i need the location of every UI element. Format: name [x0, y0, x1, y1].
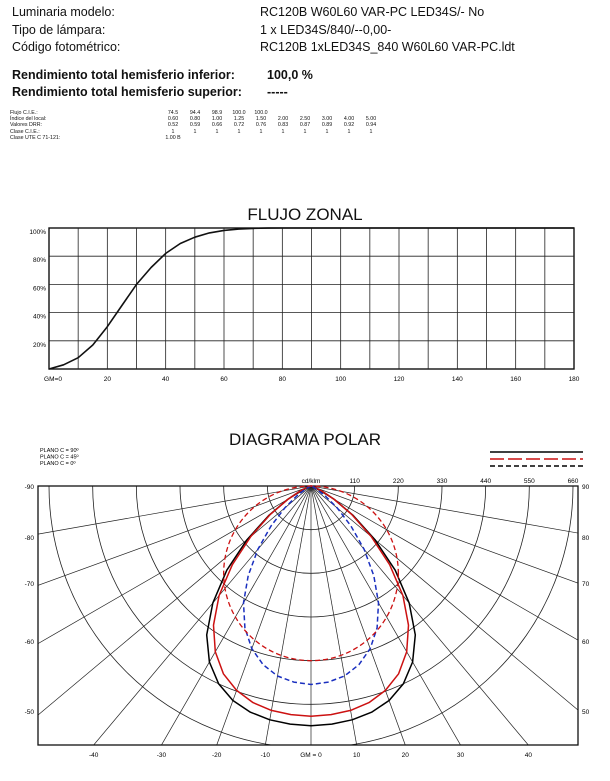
polar-radial-line	[238, 486, 311, 781]
rendimiento-label: Rendimiento total hemisferio superior:	[12, 85, 242, 99]
info-label: Tipo de lámpara:	[12, 23, 106, 37]
polar-angle-label-right: 60	[582, 639, 590, 646]
rendimiento-value: 100,0 %	[267, 68, 313, 82]
diagrama-polar-chart	[0, 440, 610, 781]
photometric-cell: 100.0	[254, 110, 268, 116]
polar-plot-frame	[38, 486, 578, 745]
polar-bottom-angle-label: 30	[456, 752, 465, 759]
photometric-row-label: Índice del local:	[10, 116, 47, 123]
photometric-cell: 0.59	[189, 122, 201, 129]
info-value: 1 x LED34S/840/--0,00-	[260, 23, 392, 37]
polar-radial-tick-label: 660	[567, 478, 579, 485]
polar-bottom-angle-label: 20	[401, 752, 409, 759]
polar-bottom-angle-label: -20	[212, 752, 222, 759]
polar-bottom-angle-label: -30	[156, 752, 167, 759]
photometric-cell: 0.72	[233, 122, 245, 129]
polar-unit-label: cd/klm	[301, 478, 321, 485]
photometric-cell: 1	[369, 128, 373, 135]
polar-legend-entry: PLANO C = 90º	[40, 448, 79, 454]
photometric-cell: 0.87	[299, 122, 311, 129]
polar-radial-line	[42, 486, 311, 781]
photometric-cell: 94.4	[189, 110, 201, 116]
photometric-cell: 1.00	[211, 116, 223, 123]
photometric-cell: 1	[281, 128, 285, 135]
polar-angle-label-right: 70	[582, 581, 590, 588]
photometric-cell: 1	[215, 128, 219, 135]
polar-angle-label-right: 50	[582, 709, 590, 716]
zonal-y-tick-label: 100%	[29, 229, 46, 236]
zonal-y-tick-label: 40%	[32, 313, 46, 321]
info-label: Código fotométrico:	[12, 40, 121, 54]
zonal-x-tick-label: 80	[278, 376, 286, 383]
photometric-row-label: Clase UTE C 71-121:	[10, 134, 61, 141]
photometric-cell: 0.92	[343, 122, 355, 129]
zonal-y-tick-label: 80%	[32, 257, 46, 265]
photometric-cell: 74.5	[167, 110, 179, 116]
polar-angle-label-left: -90	[24, 484, 34, 491]
polar-radial-line	[0, 486, 311, 629]
photometric-cell: 1	[325, 128, 329, 135]
photometric-cell: 0.94	[365, 122, 377, 129]
polar-angle-label-left: -60	[24, 639, 34, 646]
polar-bottom-angle-label: GM = 0	[300, 752, 322, 759]
zonal-x-tick-label: 40	[162, 376, 170, 383]
photometric-cell: 98.9	[211, 110, 223, 116]
polar-radial-line	[311, 486, 580, 781]
photometric-row-label: Clase C.I.E.:	[10, 128, 40, 135]
rendimiento-superior	[12, 85, 288, 99]
zonal-x-tick-label: 180	[568, 376, 580, 383]
photometric-cell: 1.50	[255, 116, 267, 123]
zonal-x-tick-label: 100	[335, 376, 347, 383]
zonal-x-tick-label: 60	[220, 376, 228, 383]
polar-bottom-angle-label: 10	[353, 752, 361, 759]
photometric-row-label: Valores DRR:	[10, 122, 42, 129]
photometric-cell: 2.00	[277, 116, 289, 123]
polar-angle-label-right: 80	[582, 535, 590, 542]
photometric-cell: 100.0	[232, 110, 246, 116]
polar-legend-entry: PLANO C = 0º	[40, 461, 76, 467]
photometric-cell: 0.89	[321, 122, 333, 129]
polar-radial-line	[0, 486, 311, 559]
photometric-cell: 2.50	[299, 116, 311, 123]
polar-radial-line	[311, 486, 384, 781]
photometric-cell: 0.52	[167, 122, 179, 129]
photometric-cell: 1	[303, 128, 307, 135]
polar-radial-line	[0, 486, 311, 755]
polar-radial-line	[311, 486, 610, 755]
info-value: RC120B W60L60 VAR-PC LED34S/- No	[260, 5, 485, 19]
photometric-row-label: Flujo C.I.E.:	[10, 110, 38, 116]
flujo-zonal-title: FLUJO ZONAL	[247, 205, 363, 224]
photometric-cell: 1	[237, 128, 241, 135]
photometric-cell: 1	[171, 128, 175, 135]
photometric-cell: 0.76	[255, 122, 267, 129]
polar-bottom-angle-label: -40	[88, 752, 99, 759]
rendimiento-value: -----	[267, 85, 288, 99]
polar-radial-tick-label: 220	[392, 478, 404, 485]
polar-angle-label-right: 90	[582, 484, 590, 491]
polar-bottom-angle-label: 40	[524, 752, 532, 759]
polar-radial-line	[311, 486, 610, 559]
polar-radial-tick-label: 330	[436, 478, 448, 485]
polar-grid	[0, 440, 610, 781]
zonal-x-tick-label: 120	[393, 376, 405, 383]
photometric-cell: 5.00	[365, 116, 377, 123]
polar-legend-entry: PLANO C = 45º	[40, 454, 79, 461]
photometric-row	[10, 135, 382, 141]
photometric-cell: 1	[193, 128, 197, 135]
rendimiento-inferior	[12, 68, 313, 82]
photometric-cell: 1	[259, 128, 263, 135]
info-value: RC120B 1xLED34S_840 W60L60 VAR-PC.ldt	[260, 40, 515, 54]
info-label: Luminaria modelo:	[12, 5, 115, 19]
photometric-cell: 3.00	[321, 116, 333, 123]
polar-angle-label-left: -50	[24, 709, 34, 716]
polar-angle-label-left: -70	[24, 581, 34, 588]
photometric-cell: 0.80	[189, 116, 201, 123]
polar-radial-tick-label: 440	[480, 478, 492, 485]
rendimiento-label: Rendimiento total hemisferio inferior:	[12, 68, 235, 82]
polar-radial-line	[311, 486, 521, 781]
flujo-zonal-chart	[0, 222, 610, 392]
polar-radial-line	[0, 486, 311, 696]
photometric-cell: 1.25	[233, 116, 245, 123]
polar-angle-label-left: -80	[24, 535, 34, 542]
photometric-cell: 1	[347, 128, 351, 135]
photometric-cell: 0.60	[167, 116, 179, 123]
zonal-x-tick-label: 140	[451, 376, 463, 383]
zonal-y-tick-label: 60%	[32, 285, 46, 293]
zonal-y-tick-label: 20%	[32, 341, 46, 349]
photometric-cell: 4.00	[343, 116, 355, 123]
polar-bottom-angle-label: -10	[260, 752, 271, 759]
diagrama-polar-title: DIAGRAMA POLAR	[228, 430, 382, 449]
polar-radial-tick-label: 110	[349, 478, 360, 485]
zonal-x-tick-label: GM=0	[44, 376, 62, 383]
photometric-table	[10, 110, 382, 141]
zonal-x-tick-label: 160	[510, 376, 522, 383]
photometric-cell: 0.66	[211, 122, 223, 129]
polar-radial-line	[101, 486, 311, 781]
polar-radial-line	[311, 486, 610, 629]
photometric-cell: 1.00 B	[165, 134, 181, 141]
zonal-x-tick-label: 20	[103, 376, 111, 383]
photometric-cell: 0.83	[277, 122, 289, 129]
polar-radial-tick-label: 550	[523, 478, 535, 485]
